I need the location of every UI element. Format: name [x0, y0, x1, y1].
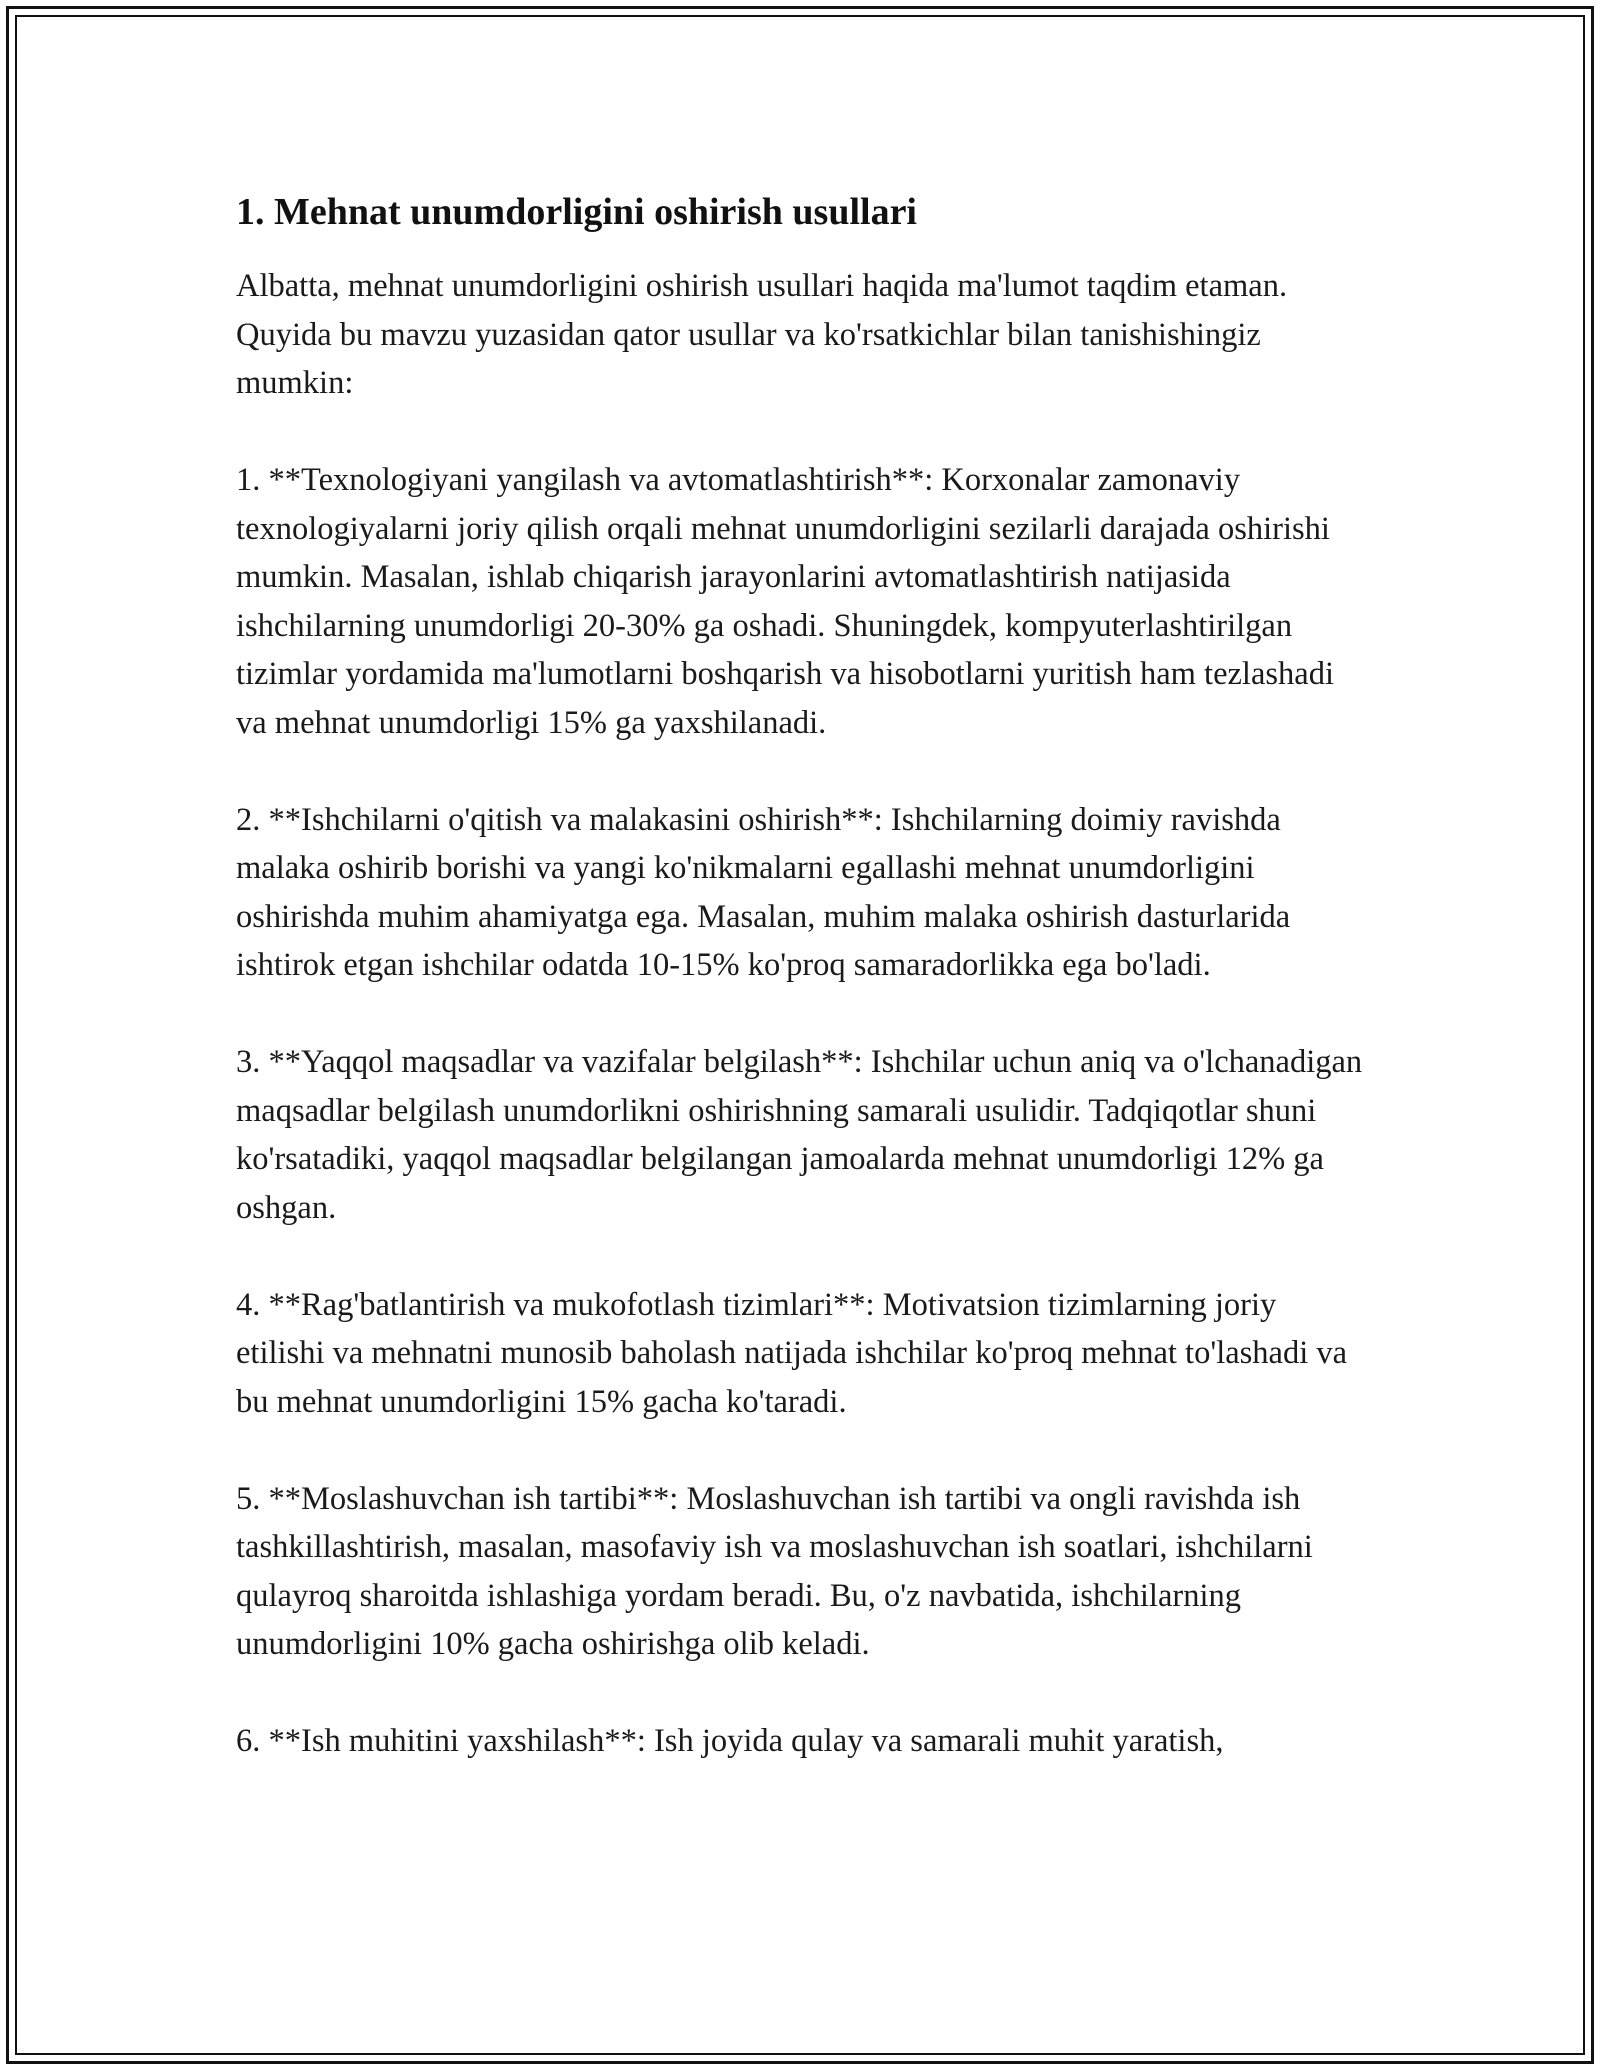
method-1-paragraph: 1. **Texnologiyani yangilash va avtomatlashtirish**: Korxonalar zamonaviy texnologiyalarni joriy qilish orqali mehnat unumdorligini sezilarli darajada oshirishi mumkin. Masalan, ishlab chiqarish jarayonlarini avtomatlashtirish natijasida ishchilarning unumdorligi 20-30% ga oshadi. Shuningdek, kompyuterlashtirilgan tizimlar yordamida ma'lumotlarni boshqarish va hisobotlarni yuritish ham tezlashadi va mehnat unumdorligi 15% ga yaxshilanadi.	[236, 462, 1334, 741]
method-4-paragraph: 4. **Rag'batlantirish va mukofotlash tizimlari**: Motivatsion tizimlarning joriy etilishi va mehnatni munosib baholash natijada ishchilar ko'proq mehnat to'lashadi va bu mehnat unumdorligini 15% gacha ko'taradi.	[236, 1286, 1348, 1420]
document-title: 1. Mehnat unumdorligini oshirish usullari	[236, 191, 917, 233]
method-6-paragraph: 6. **Ish muhitini yaxshilash**: Ish joyida qulay va samarali muhit yaratish,	[236, 1723, 1224, 1759]
method-5-paragraph: 5. **Moslashuvchan ish tartibi**: Moslashuvchan ish tartibi va ongli ravishda ish tashkillashtirish, masalan, masofaviy ish va moslashuvchan ish soatlari, ishchilarni qulayroq sharoitda ishlashiga yordam beradi. Bu, o'z navbatida, ishchilarning unumdorligini 10% gacha oshirishga olib keladi.	[236, 1480, 1313, 1662]
document-body	[236, 188, 1366, 1814]
method-2-paragraph: 2. **Ishchilarni o'qitish va malakasini oshirish**: Ishchilarning doimiy ravishda malaka oshirib borishi va yangi ko'nikmalarni egallashi mehnat unumdorligini oshirishda muhim ahamiyatga ega. Masalan, muhim malaka oshirish dasturlarida ishtirok etgan ishchilar odatda 10-15% ko'proq samaradorlikka ega bo'ladi.	[236, 801, 1291, 983]
intro-paragraph: Albatta, mehnat unumdorligini oshirish usullari haqida ma'lumot taqdim etaman. Quyida bu mavzu yuzasidan qator usullar va ko'rsatkichlar bilan tanishishingiz mumkin:	[236, 268, 1288, 401]
method-3-paragraph: 3. **Yaqqol maqsadlar va vazifalar belgilash**: Ishchilar uchun aniq va o'lchanadigan maqsadlar belgilash unumdorlikni oshirishning samarali usulidir. Tadqiqotlar shuni ko'rsatadiki, yaqqol maqsadlar belgilangan jamoalarda mehnat unumdorligi 12% ga oshgan.	[236, 1044, 1363, 1226]
